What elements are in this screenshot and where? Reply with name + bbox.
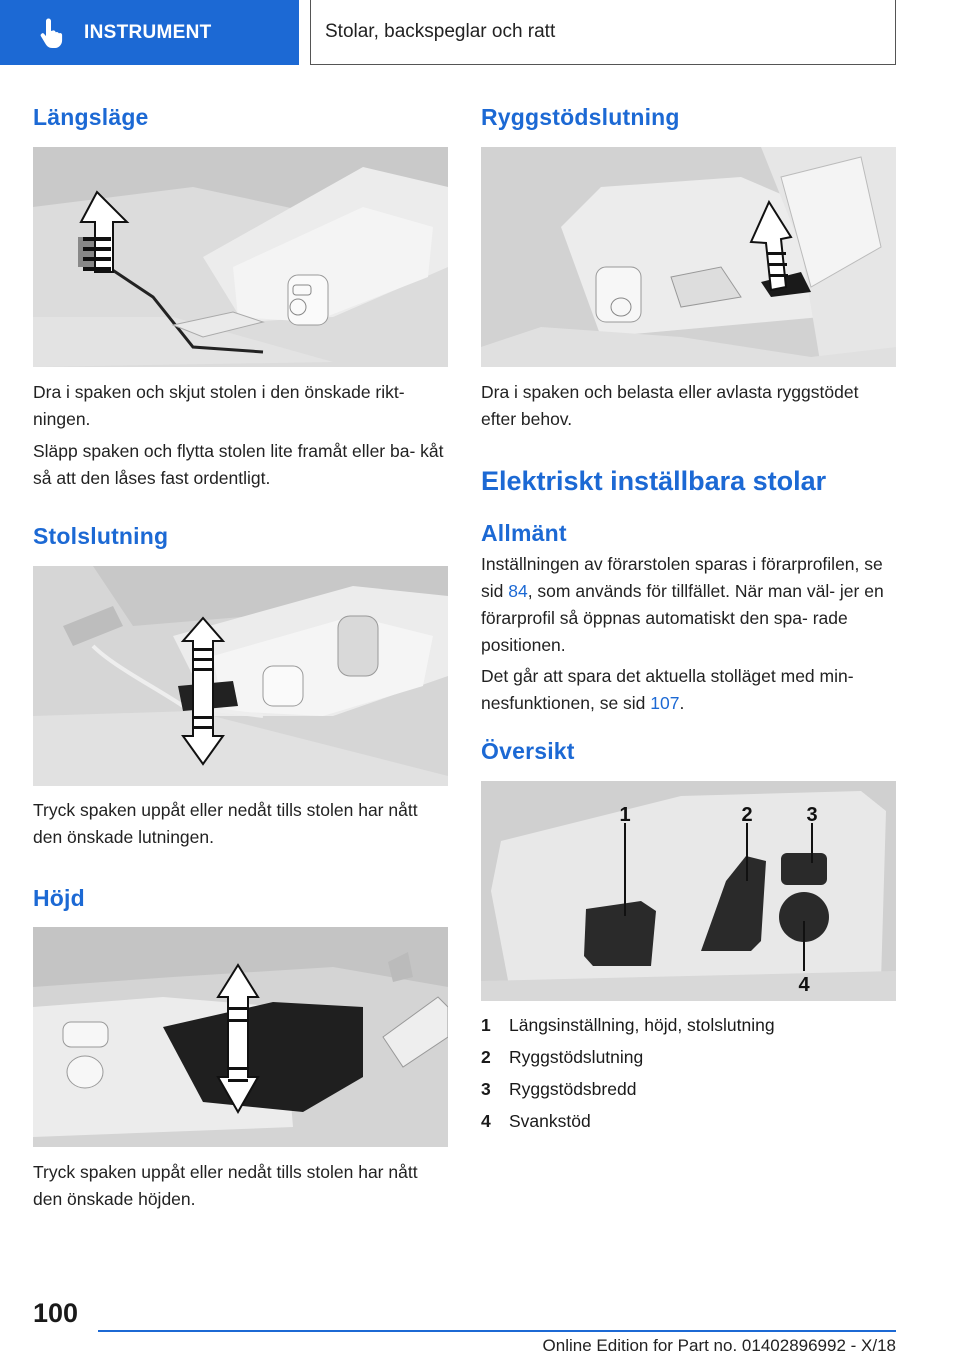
heading-oversikt: Översikt: [481, 738, 575, 764]
heading-stolslutning: Stolslutning: [33, 523, 169, 549]
allmant-text-2: Det går att spara det aktuella stolläget med min- nesfunktionen, se sid 107.: [481, 666, 854, 713]
page-number: 100: [33, 1298, 79, 1328]
seat-tilt-illustration: [33, 566, 448, 786]
backrest-tilt-illustration: [481, 147, 896, 367]
allmant-text-1: Inställningen av förarstolen sparas i förarprofilen, se sid 84, som används för tillfället. När man väl- jer en förarprofil så öppnas automatiskt den spa- rade positionen.: [481, 554, 884, 655]
heading-langslage: Längsläge: [33, 104, 149, 130]
callout-4: 4: [798, 974, 810, 996]
heading-allmant: Allmänt: [481, 520, 567, 546]
overview-legend: [481, 1009, 775, 1137]
ryggstod-text-1: Dra i spaken och belasta eller avlasta ryggstödet efter behov.: [481, 382, 859, 429]
section-label: INSTRUMENT: [84, 21, 212, 43]
list-item: 3 Ryggstödsbredd: [481, 1079, 637, 1099]
langslage-text-2: Släpp spaken och flytta stolen lite framåt eller ba- kåt så att den låses fast ordentligt.: [33, 441, 444, 488]
seat-height-illustration: [33, 927, 448, 1147]
edition-footer: Online Edition for Part no. 01402896992 - X/18: [542, 1336, 896, 1355]
hojd-text-1: Tryck spaken uppåt eller nedåt tills stolen har nått den önskade höjden.: [33, 1162, 418, 1209]
heading-elektriskt: Elektriskt inställbara stolar: [481, 466, 827, 496]
callout-2: 2: [741, 804, 753, 826]
langslage-text-1: Dra i spaken och skjut stolen i den önskade rikt- ningen.: [33, 382, 405, 429]
list-item: 1 Längsinställning, höjd, stolslutning: [481, 1015, 775, 1035]
footer-divider: [98, 1330, 896, 1332]
hand-pointer-icon: [38, 18, 64, 48]
seat-controls-overview-illustration: [481, 781, 896, 1001]
page-link-84[interactable]: 84: [508, 581, 528, 601]
seat-fore-aft-illustration: [33, 147, 448, 367]
callout-1: 1: [619, 804, 631, 826]
list-item: 2 Ryggstödslutning: [481, 1047, 644, 1067]
callout-3: 3: [806, 804, 818, 826]
stolslutning-text-1: Tryck spaken uppåt eller nedåt tills stolen har nått den önskade lutningen.: [33, 800, 418, 847]
chapter-title: Stolar, backspeglar och ratt: [310, 0, 896, 65]
heading-ryggstodslutning: Ryggstödslutning: [481, 104, 680, 130]
list-item: 4 Svankstöd: [481, 1111, 591, 1131]
heading-hojd: Höjd: [33, 885, 85, 911]
section-tab[interactable]: [0, 0, 299, 65]
page-link-107[interactable]: 107: [650, 693, 680, 713]
